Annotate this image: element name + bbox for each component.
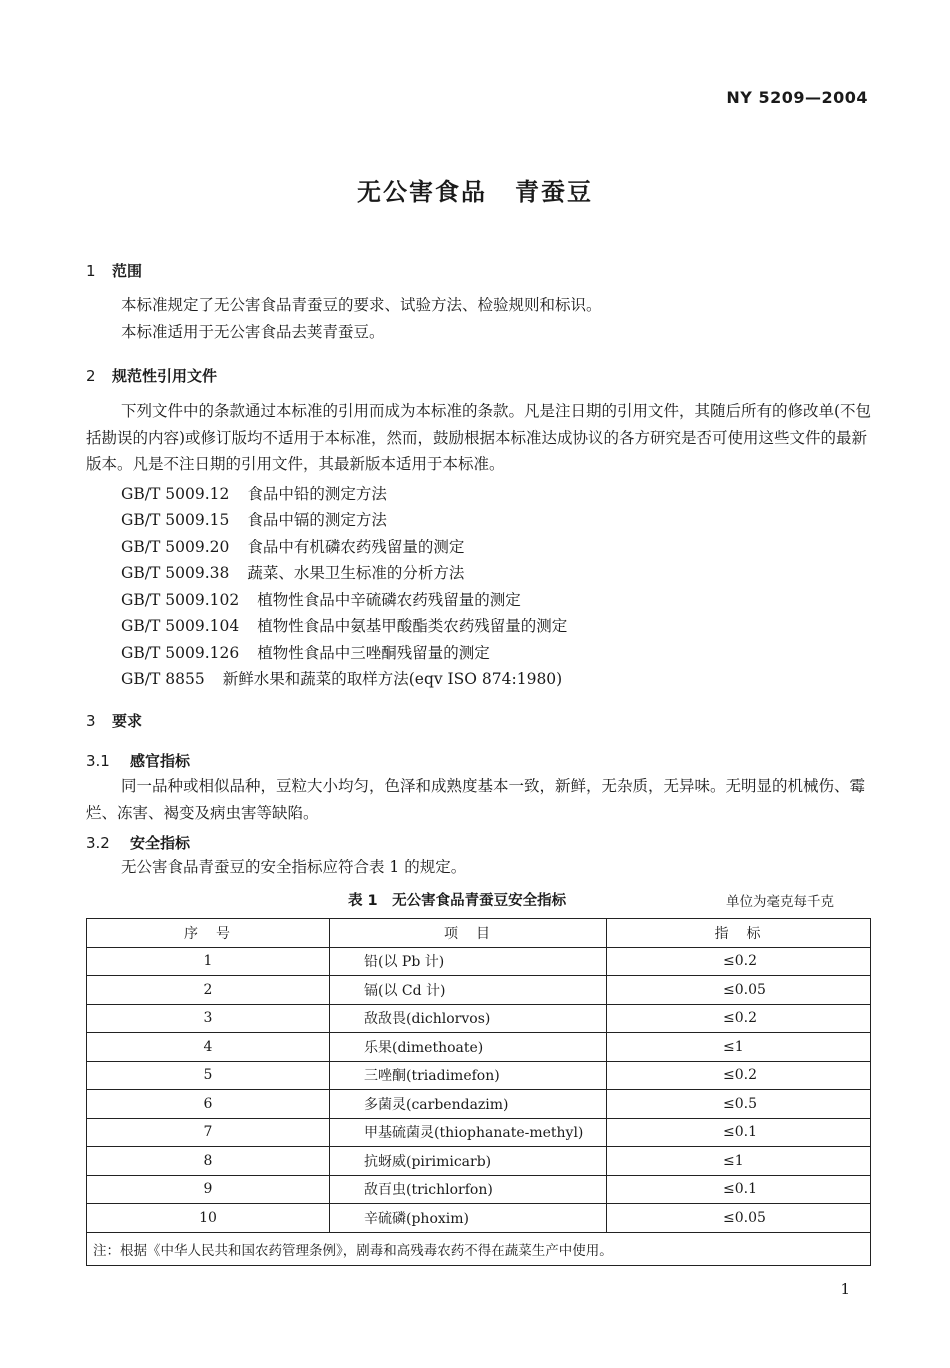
table-caption: 表 1 无公害食品青蚕豆安全指标 — [348, 893, 567, 909]
table-row — [87, 976, 871, 1005]
table-unit: 单位为毫克每千克 — [726, 894, 834, 910]
row-limit: ≤0.1 — [607, 1175, 871, 1204]
section-1-paragraph-2: 本标准适用于无公害食品去荚青蚕豆。 — [121, 323, 385, 341]
row-limit: ≤0.2 — [607, 947, 871, 976]
reference-code: GB/T 5009.15 — [121, 511, 230, 529]
row-limit: ≤0.5 — [607, 1090, 871, 1119]
row-number: 9 — [87, 1175, 330, 1204]
table-row — [87, 947, 871, 976]
reference-code: GB/T 5009.12 — [121, 485, 230, 503]
row-limit: ≤0.1 — [607, 1118, 871, 1147]
section-3-2-title: 安全指标 — [130, 834, 191, 852]
header-item: 项 目 — [330, 919, 607, 948]
reference-code: GB/T 5009.20 — [121, 538, 230, 556]
section-1-paragraph-1: 本标准规定了无公害食品青蚕豆的要求、试验方法、检验规则和标识。 — [121, 296, 602, 314]
reference-item — [121, 641, 490, 663]
table-row — [87, 1204, 871, 1233]
reference-code: GB/T 5009.38 — [121, 564, 230, 582]
section-2-title: 规范性引用文件 — [112, 367, 218, 385]
row-item: 敌百虫(trichlorfon) — [330, 1175, 607, 1204]
table-row — [87, 1090, 871, 1119]
reference-item — [121, 482, 387, 504]
table-row — [87, 1118, 871, 1147]
header-number: 序 号 — [87, 919, 330, 948]
row-limit: ≤1 — [607, 1147, 871, 1176]
document-title — [0, 172, 950, 207]
reference-item — [121, 535, 464, 557]
row-number: 8 — [87, 1147, 330, 1176]
safety-index-table — [86, 918, 871, 1266]
section-1-heading — [86, 260, 142, 281]
row-item: 甲基硫菌灵(thiophanate-methyl) — [330, 1118, 607, 1147]
title-part-2: 青蚕豆 — [515, 178, 593, 206]
reference-title: 食品中镉的测定方法 — [247, 511, 387, 529]
section-1-number: 1 — [86, 262, 96, 280]
table-row — [87, 1033, 871, 1062]
page-number: 1 — [840, 1280, 850, 1298]
row-limit: ≤1 — [607, 1033, 871, 1062]
row-item: 抗蚜威(pirimicarb) — [330, 1147, 607, 1176]
row-item: 多菌灵(carbendazim) — [330, 1090, 607, 1119]
section-3-2-number: 3.2 — [86, 834, 110, 852]
row-number: 4 — [87, 1033, 330, 1062]
row-number: 10 — [87, 1204, 330, 1233]
section-2-heading — [86, 365, 217, 386]
section-3-2-text: 无公害食品青蚕豆的安全指标应符合表 1 的规定。 — [121, 858, 467, 876]
table-note: 注：根据《中华人民共和国农药管理条例》，剧毒和高残毒农药不得在蔬菜生产中使用。 — [87, 1232, 871, 1265]
reference-title: 新鲜水果和蔬菜的取样方法(eqv ISO 874:1980) — [222, 670, 563, 688]
table-header-row — [87, 919, 871, 948]
row-number: 1 — [87, 947, 330, 976]
row-number: 2 — [87, 976, 330, 1005]
reference-item — [121, 508, 387, 530]
table-row — [87, 1004, 871, 1033]
table-row — [87, 1147, 871, 1176]
row-number: 3 — [87, 1004, 330, 1033]
reference-code: GB/T 8855 — [121, 670, 205, 688]
reference-item — [121, 614, 567, 636]
title-part-1: 无公害食品 — [357, 178, 487, 206]
section-3-1-number: 3.1 — [86, 752, 110, 770]
reference-title: 植物性食品中氨基甲酸酯类农药残留量的测定 — [257, 617, 568, 635]
row-item: 铅(以 Pb 计) — [330, 947, 607, 976]
section-3-number: 3 — [86, 712, 96, 730]
table-row — [87, 1061, 871, 1090]
row-number: 6 — [87, 1090, 330, 1119]
reference-item — [121, 561, 464, 583]
table-row — [87, 1175, 871, 1204]
section-2-intro: 下列文件中的条款通过本标准的引用而成为本标准的条款。凡是注日期的引用文件，其随后所有的修改单(不包括勘误的内容)或修订版均不适用于本标准，然而，鼓励根据本标准达成协议的各方研究是否可使用这些文件的最新版本。凡是不注日期的引用文件，其最新版本适用于本标准。 — [86, 402, 872, 473]
row-limit: ≤0.2 — [607, 1061, 871, 1090]
reference-code: GB/T 5009.126 — [121, 644, 240, 662]
row-item: 三唑酮(triadimefon) — [330, 1061, 607, 1090]
table-note-row — [87, 1232, 871, 1265]
row-number: 5 — [87, 1061, 330, 1090]
section-2-number: 2 — [86, 367, 96, 385]
row-item: 乐果(dimethoate) — [330, 1033, 607, 1062]
section-3-heading — [86, 710, 142, 731]
row-limit: ≤0.05 — [607, 1204, 871, 1233]
section-1-title: 范围 — [112, 262, 143, 280]
reference-item — [121, 588, 521, 610]
row-number: 7 — [87, 1118, 330, 1147]
reference-code: GB/T 5009.102 — [121, 591, 240, 609]
section-3-title: 要求 — [112, 712, 143, 730]
section-3-2-heading — [86, 832, 190, 853]
reference-title: 食品中铅的测定方法 — [247, 485, 387, 503]
reference-title: 植物性食品中三唑酮残留量的测定 — [257, 644, 490, 662]
row-item: 镉(以 Cd 计) — [330, 976, 607, 1005]
reference-title: 植物性食品中辛硫磷农药残留量的测定 — [257, 591, 521, 609]
row-item: 辛硫磷(phoxim) — [330, 1204, 607, 1233]
reference-title: 食品中有机磷农药残留量的测定 — [247, 538, 465, 556]
row-item: 敌敌畏(dichlorvos) — [330, 1004, 607, 1033]
section-3-1-title: 感官指标 — [130, 752, 191, 770]
reference-item — [121, 667, 562, 689]
row-limit: ≤0.2 — [607, 1004, 871, 1033]
row-limit: ≤0.05 — [607, 976, 871, 1005]
reference-title: 蔬菜、水果卫生标准的分析方法 — [247, 564, 465, 582]
reference-code: GB/T 5009.104 — [121, 617, 240, 635]
section-3-1-heading — [86, 750, 190, 771]
section-3-1-text: 同一品种或相似品种，豆粒大小均匀，色泽和成熟度基本一致，新鲜，无杂质，无异味。无明显的机械伤、霉烂、冻害、褐变及病虫害等缺陷。 — [86, 777, 866, 822]
header-limit: 指 标 — [607, 919, 871, 948]
standard-code: NY 5209—2004 — [726, 88, 868, 107]
